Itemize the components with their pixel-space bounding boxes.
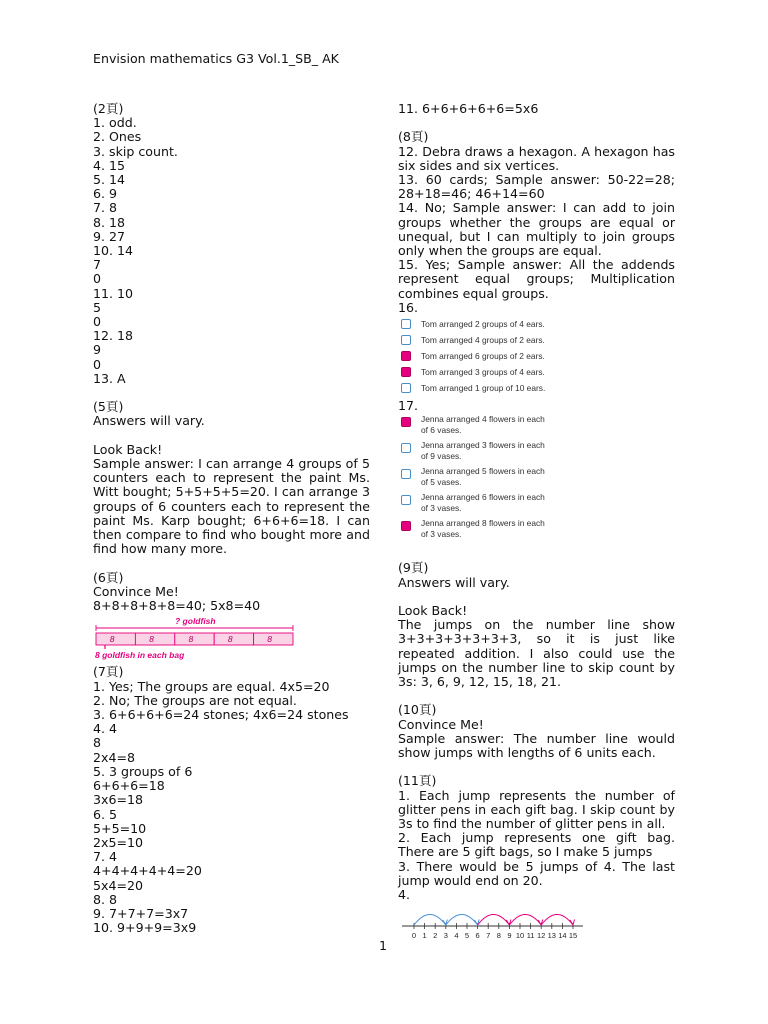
- jump-arc: [446, 915, 478, 926]
- answer-paragraph: 3. There would be 5 jumps of 4. The last jump would end on 20.: [398, 858, 675, 888]
- checkbox-option: [398, 332, 675, 348]
- tape-cell-value: 8: [227, 634, 233, 645]
- jump-arc: [478, 915, 510, 926]
- checkbox-option: [398, 414, 675, 440]
- tick-label: 6: [475, 931, 480, 941]
- option-label: [421, 466, 545, 487]
- answer-paragraph: The jumps on the number line show 3+3+3+3+3+3+3, so it is just like repeated addition. I also could use the jumps on the number line to skip count by 3s: 3, 6, 9, 12, 15, 18, 21.: [398, 617, 675, 690]
- option-label: Tom arranged 4 groups of 2 ears.: [421, 334, 545, 345]
- option-label: [421, 492, 545, 513]
- answer-line: 9: [93, 342, 102, 358]
- option-label-line: of 3 vases.: [421, 528, 462, 539]
- checkbox-list: [398, 414, 675, 544]
- checkbox-option: [398, 316, 675, 332]
- look-back-heading: Look Back!: [398, 603, 468, 619]
- checkbox-checked-icon: [401, 351, 411, 361]
- tick-label: 1: [422, 931, 427, 941]
- tick-label: 7: [486, 931, 491, 941]
- tick-label: 15: [568, 931, 578, 941]
- section-9: [398, 561, 675, 689]
- answer-paragraph: Sample answer: The number line would show jumps with lengths of 6 units each.: [398, 730, 675, 761]
- section-5: [93, 400, 370, 556]
- section-heading: (7頁): [93, 664, 124, 680]
- checkbox-checked-icon: [401, 521, 411, 531]
- section-6: [93, 571, 370, 664]
- answer-paragraph: 1. Each jump represents the number of glitter pens in each gift bag. I skip count by 3s to find the number of glitter pens in all.: [398, 787, 675, 832]
- tick-label: 0: [411, 931, 417, 941]
- tape-diagram: [93, 616, 370, 663]
- section-8: [398, 130, 675, 544]
- left-column: [93, 102, 370, 935]
- tape-cell: [135, 633, 174, 645]
- answer-line: 3x6=18: [93, 792, 144, 808]
- answer-line: 10. 9+9+9=3x9: [93, 920, 197, 936]
- checkbox-empty-icon: [401, 383, 411, 393]
- number-line-diagram: [398, 906, 675, 943]
- tick-label: 11: [526, 931, 535, 941]
- section-2: [93, 102, 370, 386]
- checkbox-checked-icon: [401, 417, 411, 427]
- question-number: 16.: [398, 299, 419, 315]
- checkbox-option: [398, 380, 675, 396]
- answer-line: 7. 4: [93, 849, 118, 865]
- answer-text: Answers will vary.: [93, 413, 205, 429]
- convince-me-heading: Convince Me!: [398, 716, 484, 732]
- answer-line: 3. skip count.: [93, 143, 178, 159]
- answer-line: 4+4+4+4+4=20: [93, 863, 202, 879]
- answer-line: 5. 14: [93, 172, 126, 188]
- checkbox-empty-icon: [401, 495, 411, 505]
- answer-line: 11. 6+6+6+6+6=5x6: [398, 101, 539, 116]
- option-label: [421, 518, 545, 539]
- tape-cell-value: 8: [109, 634, 115, 645]
- right-column: [398, 102, 675, 943]
- tape-cell-value: 8: [149, 634, 154, 645]
- option-label-line: of 5 vases.: [421, 476, 462, 487]
- answer-line: 7. 8: [93, 200, 118, 216]
- section-heading: (2頁): [93, 101, 124, 116]
- answer-line: 2. Ones: [93, 129, 142, 145]
- option-label-line: Jenna arranged 6 flowers in each: [421, 492, 545, 503]
- checkbox-option: [398, 364, 675, 380]
- option-label: Tom arranged 6 groups of 2 ears.: [421, 350, 545, 361]
- tick-label: 13: [547, 931, 556, 941]
- section-heading: (9頁): [398, 560, 429, 576]
- section-heading: (5頁): [93, 399, 124, 415]
- look-back-heading: Look Back!: [93, 441, 163, 457]
- answer-text: Answers will vary.: [398, 574, 510, 590]
- checkbox-option: [398, 466, 675, 492]
- section-heading: (6頁): [93, 569, 124, 585]
- tick-label: 14: [558, 931, 567, 941]
- tick-label: 8: [496, 931, 501, 941]
- checkbox-option: [398, 440, 675, 466]
- option-label: Tom arranged 2 groups of 4 ears.: [421, 318, 545, 329]
- answer-line: 10. 14: [93, 243, 134, 259]
- answer-line: 2x4=8: [93, 749, 136, 765]
- option-label-line: of 9 vases.: [421, 450, 462, 461]
- answer-paragraph: 13. 60 cards; Sample answer: 50-22=28; 28+18=46; 46+14=60: [398, 172, 675, 202]
- checkbox-empty-icon: [401, 335, 411, 345]
- option-label: [421, 414, 545, 435]
- tick-label: 9: [507, 931, 512, 941]
- answer-line: 6. 9: [93, 186, 118, 202]
- answer-line: 8. 18: [93, 214, 126, 230]
- answer-list: [93, 116, 370, 386]
- answer-line: 11. 10: [93, 285, 134, 301]
- answer-line: 2x5=10: [93, 834, 144, 850]
- tick-label: 2: [433, 931, 438, 941]
- answer-line: 1. Yes; The groups are equal. 4x5=20: [93, 678, 330, 694]
- option-label: [421, 440, 545, 461]
- answer-line: 0: [93, 314, 102, 330]
- answer-line: 5+5=10: [93, 820, 147, 836]
- convince-me-heading: Convince Me!: [93, 583, 179, 599]
- section-heading: (11頁): [398, 773, 437, 789]
- answer-paragraph: 12. Debra draws a hexagon. A hexagon has six sides and six vertices.: [398, 143, 675, 173]
- question-number: 4.: [398, 887, 411, 903]
- answer-line: 1. odd.: [93, 115, 137, 131]
- section-heading: (10頁): [398, 702, 437, 718]
- tape-label-each: 8 goldfish in each bag: [95, 650, 185, 661]
- checkbox-option: [398, 492, 675, 518]
- jump-arc: [509, 915, 541, 926]
- checkbox-empty-icon: [401, 319, 411, 329]
- tick-label: 10: [515, 931, 525, 941]
- option-label-line: Jenna arranged 8 flowers in each: [421, 518, 545, 529]
- option-label: Tom arranged 1 group of 10 ears.: [421, 382, 546, 393]
- tape-cell: [175, 633, 214, 645]
- section-10: [398, 703, 675, 760]
- checkbox-option: [398, 518, 675, 544]
- option-label-line: Jenna arranged 4 flowers in each: [421, 414, 545, 425]
- tick-label: 3: [443, 931, 448, 941]
- answer-line: 5x4=20: [93, 877, 144, 893]
- answer-line: 6+6+6=18: [93, 778, 165, 794]
- answer-line: 8: [93, 735, 102, 751]
- option-label-line: of 6 vases.: [421, 424, 462, 435]
- answer-line: 13. A: [93, 370, 126, 386]
- section-11: [398, 774, 675, 943]
- answer-list: [93, 680, 370, 936]
- answer-paragraph: 15. Yes; Sample answer: All the addends represent equal groups; Multiplication combines equal groups.: [398, 257, 675, 301]
- answer-line: 6. 5: [93, 806, 118, 822]
- answer-line: 12. 18: [93, 328, 134, 344]
- checkbox-list: [398, 316, 675, 396]
- page-header: Envision mathematics G3 Vol.1_SB_ AK: [93, 51, 339, 66]
- answer-paragraph: 2. Each jump represents one gift bag. There are 5 gift bags, so I make 5 jumps: [398, 830, 675, 860]
- checkbox-option: [398, 348, 675, 364]
- answer-line: 4. 4: [93, 721, 118, 737]
- tape-cell: [254, 633, 293, 645]
- jump-arc: [541, 915, 573, 926]
- checkbox-empty-icon: [401, 443, 411, 453]
- answer-line: 7: [93, 257, 102, 273]
- tape-label-total: ? goldfish: [175, 616, 216, 627]
- option-label-line: of 3 vases.: [421, 502, 462, 513]
- answer-paragraph: 14. No; Sample answer: I can add to join groups whether the groups are equal or unequal, but I can multiply to join groups only when the groups are equal.: [398, 200, 675, 259]
- option-label-line: Jenna arranged 5 flowers in each: [421, 466, 545, 477]
- tape-cell-value: 8: [267, 634, 273, 645]
- page-number: 1: [379, 938, 388, 953]
- answer-line: 2. No; The groups are not equal.: [93, 692, 297, 708]
- section-heading: (8頁): [398, 129, 429, 145]
- answer-line: 5: [93, 299, 102, 315]
- answer-paragraph: Sample answer: I can arrange 4 groups of 5 counters each to represent the paint Ms. Witt bought; 5+5+5+5=20. I can arrange 3 groups of 6 counters each to represent the paint Ms. Karp bought; 6+6+6=18. I can then compare to find who bought more and find how many more.: [93, 456, 370, 557]
- option-label-line: Jenna arranged 3 flowers in each: [421, 440, 545, 451]
- tape-cell-value: 8: [188, 634, 194, 645]
- answer-line: 3. 6+6+6+6=24 stones; 4x6=24 stones: [93, 707, 349, 723]
- answer-line: 0: [93, 356, 102, 372]
- tick-label: 4: [454, 931, 459, 941]
- answer-line: 0: [93, 271, 102, 287]
- answer-line: 8. 8: [93, 891, 118, 907]
- answer-line: 9. 27: [93, 228, 126, 244]
- answer-line: 5. 3 groups of 6: [93, 763, 193, 779]
- jump-arc: [414, 915, 446, 926]
- option-label: Tom arranged 3 groups of 4 ears.: [421, 366, 545, 377]
- question-number: 17.: [398, 398, 419, 414]
- tape-cell: [214, 633, 253, 645]
- tape-cell: [96, 633, 135, 645]
- answer-equation: 8+8+8+8+8=40; 5x8=40: [93, 598, 261, 614]
- checkbox-checked-icon: [401, 367, 411, 377]
- tick-label: 12: [537, 931, 546, 941]
- section-7: [93, 665, 370, 935]
- answer-line: 9. 7+7+7=3x7: [93, 905, 189, 921]
- checkbox-empty-icon: [401, 469, 411, 479]
- answer-line: 4. 15: [93, 157, 126, 173]
- tick-label: 5: [464, 931, 470, 941]
